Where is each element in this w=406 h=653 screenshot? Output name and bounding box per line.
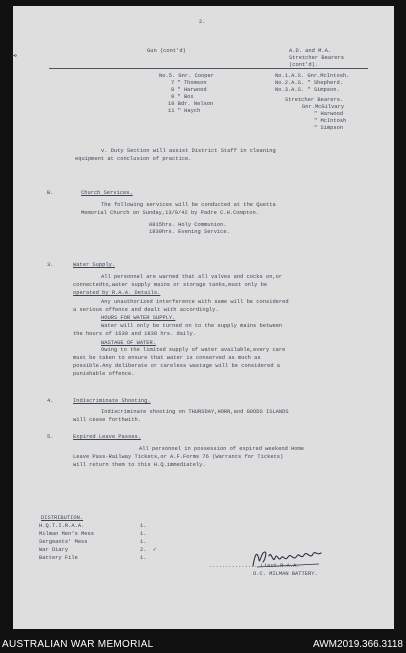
gun-crew-entry: No.5. Gnr. Cooper [159,73,214,79]
section-b-line: The following services will be conducted at the Quetta [101,202,276,208]
section-3-line: possible.Any deliberate or careless wastage will be considered a [73,363,281,369]
section-b-number: B. [47,190,54,196]
section-3-line: Any unauthorized interference with same will be considered [101,299,289,305]
first-aid-title-3: (cont'd). [289,62,319,68]
section-4-number: 4. [47,398,54,404]
first-aid-entry: No.1.A.S. Gnr.McIntosh. [275,73,350,79]
gun-crew-entry: 7 " Thomson [171,80,207,86]
section-3-line: All personnel are warned that all valves and cocks on,or [101,274,283,280]
section-3-line: operated by R.A.A. Details. [73,290,161,296]
first-aid-title: A.D. and M.A. [289,48,332,54]
section-3-line: a serious offence and dealt with accordingly. [73,307,219,313]
distribution-qty: 1. [140,539,147,545]
section-5-number: 5. [47,434,54,440]
section-b-line: 1830hrs. Evening Service. [149,229,230,235]
section-b-title: Church Services. [81,190,133,196]
signature-line: ................Lieut.R.A.A. [209,563,300,569]
heading-rule [49,68,368,69]
section-4-line: will cease forthwith. [73,417,141,423]
para-v-line: v. Duty Section will assist District Staff in cleaning [101,148,276,154]
stretcher-bearer: " McIntosh [314,118,347,124]
section-3-subheading: HOURS FOR WATER SUPPLY. [101,315,176,321]
section-3-line: the hours of 1630 and 1830 hrs. daily. [73,331,196,337]
page-number: 2. [199,19,206,25]
distribution-title: DISTRIBUTION. [41,515,84,521]
stretcher-bearer: " Harwood [314,111,344,117]
stretcher-bearer: Gnr.McGilvary [302,104,345,110]
distribution-name: War Diary [39,547,69,553]
section-5-line: Leave Pass-Railway Tickets,or A.F.Forms 76 (Warrants for Tickets) [73,454,284,460]
distribution-qty: 1. [140,523,147,529]
section-5-line: will return them to this H.Q.immediately. [73,462,206,468]
section-3-number: 3. [47,262,54,268]
distribution-qty: 2. [140,547,147,553]
first-aid-entry: No.3.A.S. " Simpson. [275,87,340,93]
document-page [13,6,394,629]
distribution-name: Milman Men's Mess [39,531,94,537]
section-4-title: Indiscriminate Shooting. [73,398,151,404]
section-3-line: must be taken to ensure that water is conserved as much as [73,355,261,361]
section-3-line: punishable offence. [73,371,135,377]
section-3-title: Water Supply. [73,262,116,268]
section-3-line: Water will only be turned on to the supply mains between [101,323,283,329]
distribution-name: H.Q.T.I.R.A.A. [39,523,85,529]
section-4-line: Indiscriminate shooting on THURSDAY,HORN,and GOODS ISLANDS [101,409,289,415]
section-5-title: Expired Leave Passes. [73,434,141,440]
distribution-name: Sergeants' Mess [39,539,88,545]
footer-institution: AUSTRALIAN WAR MEMORIAL [2,639,154,650]
section-3-line: Owing to the limited supply of water available,every care [101,347,286,353]
first-aid-entry: No.2.A.S. " Shepherd. [275,80,343,86]
first-aid-title-2: Stretcher Bearers [289,55,344,61]
gun-crew-entry: 8 " Harwood [171,87,207,93]
gun-crew-entry: 10 Bdr. Nelson [168,101,214,107]
section-3-subheading: WASTAGE OF WATER. [101,340,156,346]
gun-crew-entry: 11 " Haych [168,108,201,114]
para-v-line: equipment at conclusion of practice. [75,156,192,162]
section-5-line: All personnel in possession of expired weekend Home [139,446,304,452]
stretcher-bearer: " Simpson [314,125,344,131]
stretcher-bearers-title: Stretcher Bearers. [285,97,344,103]
section-b-line: 0815hrs. Holy Communion. [149,222,227,228]
distribution-qty: 1. [140,531,147,537]
distribution-qty: 1. [140,555,147,561]
distribution-name: Battery File [39,555,78,561]
hole-punch-mark: ⊸ [12,52,17,61]
signature-title: O.C. MILMAN BATTERY. [253,571,318,577]
footer-accession-number: AWM2019.366.3118 [312,639,403,650]
tick-mark: ✓ [153,546,157,553]
section-3-line: connectedto,water supply mains or storage tanks,must only be [73,282,268,288]
archive-footer [0,636,406,653]
gun-heading: Gun (cont'd) [147,48,186,54]
gun-crew-entry: 9 " Box [171,94,194,100]
section-b-line: Memorial Church on Sunday,13/9/42 by Padre C.H.Compton. [81,210,259,216]
